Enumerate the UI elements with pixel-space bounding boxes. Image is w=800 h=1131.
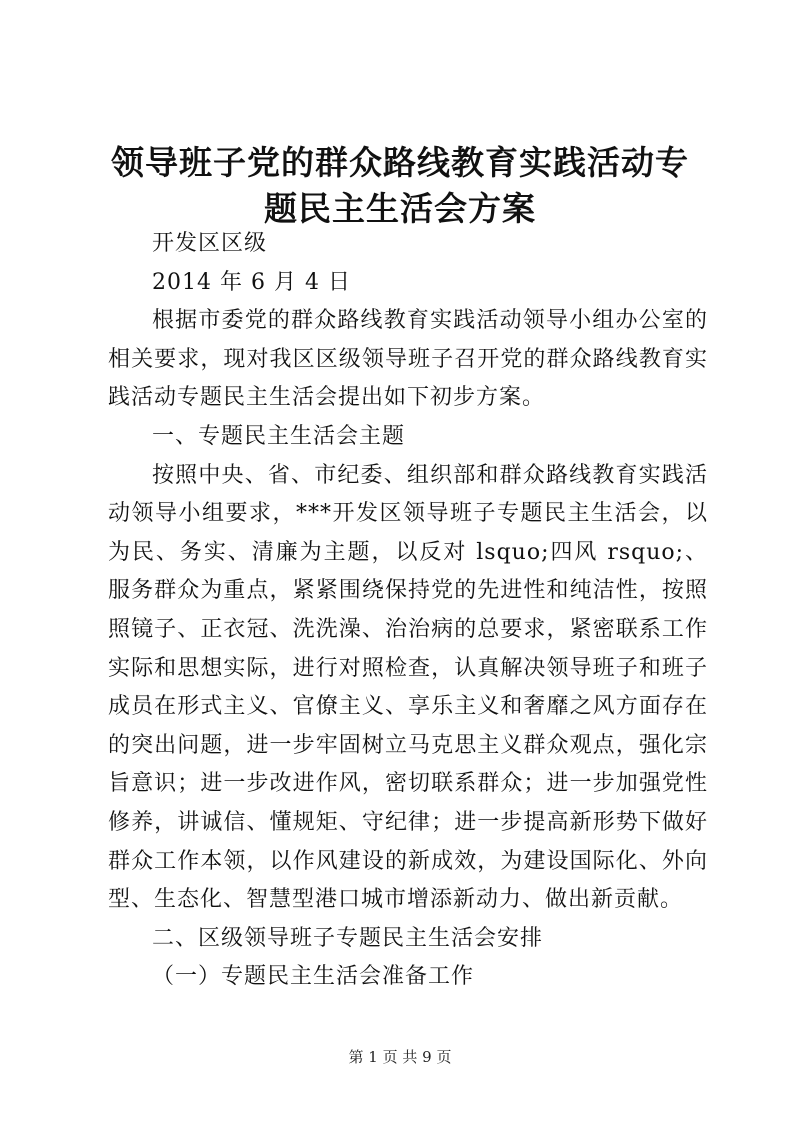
theme-paragraph: 按照中央、省、市纪委、组织部和群众路线教育实践活动领导小组要求，***开发区领导班子专题民主生活会，以为民、务实、清廉为主题，以反对 lsquo;四风 rsquo;、服务群众为重点，紧紧围绕保持党的先进性和纯洁性，按照照镜子、正衣冠、洗洗澡、治治病的总要求，紧密联系工作实际和思想实际，进行对照检查，认真解决领导班子和班子成员在形式主义、官僚主义、享乐主义和奢靡之风方面存在的突出问题，进一步牢固树立马克思主义群众观点，强化宗旨意识；进一步改进作风，密切联系群众；进一步加强党性修养，讲诚信、懂规矩、守纪律；进一步提高新形势下做好群众工作本领，以作风建设的新成效，为建设国际化、外向型、生态化、智慧型港口城市增添新动力、做出新贡献。 <box>108 462 708 913</box>
date-line: 2014 年 6 月 4 日 <box>152 269 351 295</box>
document-title: 领导班子党的群众路线教育实践活动专题民主生活会方案 <box>111 143 689 228</box>
subsection-heading-1: （一）专题民主生活会准备工作 <box>152 964 475 990</box>
section-heading-2: 二、区级领导班子专题民主生活会安排 <box>152 925 544 951</box>
page-footer: 第 1 页 共 9 页 <box>348 1048 452 1066</box>
section-heading-1: 一、专题民主生活会主题 <box>152 423 406 449</box>
intro-paragraph: 根据市委党的群众路线教育实践活动领导小组办公室的相关要求，现对我区区级领导班子召开党的群众路线教育实践活动专题民主生活会提出如下初步方案。 <box>108 308 708 411</box>
issuer-line: 开发区区级 <box>152 231 268 256</box>
document-body <box>108 225 708 997</box>
